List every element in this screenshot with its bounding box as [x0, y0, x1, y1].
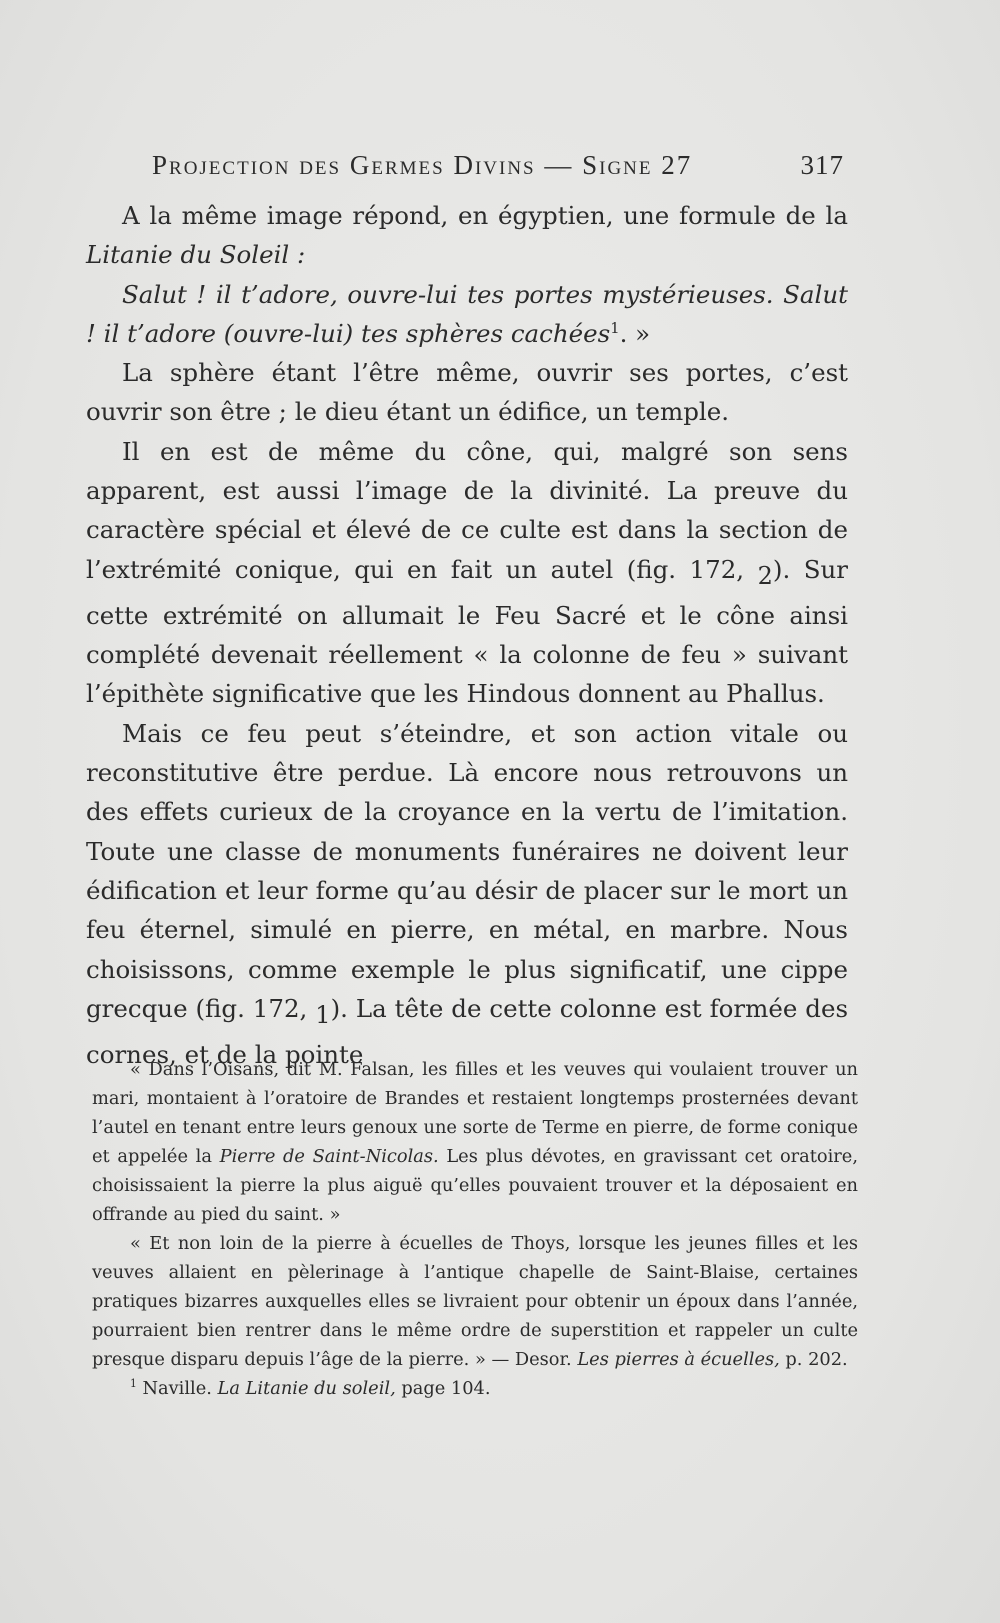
paragraph-4 — [86, 714, 848, 1075]
footnote-author: Naville. — [142, 1378, 212, 1399]
quotation-end: . » — [619, 318, 651, 348]
footnote-ref-1: 1 — [610, 319, 620, 337]
footnote-marker: 1 — [130, 1377, 137, 1391]
note-quote-2-italic: Les pierres à écuelles, — [577, 1349, 780, 1370]
footnote-page: page 104. — [401, 1378, 491, 1399]
note-quote-1-a: « Dans l’Oisans, dit M. Falsan, les filles et les veuves qui voulaient trouver un mari, montaient à l’oratoire de Brandes et restaient longtemps prosternées devant l’autel en tenant entre leurs genoux une sorte de Terme en pierre, de forme conique et appelée la — [92, 1059, 858, 1167]
footnote-1 — [92, 1374, 858, 1403]
note-quote-1-b: Les plus dévotes, en gravissant cet oratoire, choisissaient la pierre la plus aiguë qu’elles pouvaient trouver et la déposaient en offrande au pied du saint. » — [92, 1146, 858, 1225]
figure-ref-1: 1 — [315, 1000, 331, 1029]
note-quote-2-a: « Et non loin de la pierre à écuelles de Thoys, lorsque les jeunes filles et les veuves allaient en pèlerinage à l’antique chapelle de Saint-Blaise, certaines pratiques bizarres auxquelles elles se livraient pour obtenir un époux dans l’année, pourraient bien rentrer dans le même ordre de superstition et rappeler un culte presque disparu depuis l’âge de la pierre. » — Desor. — [92, 1233, 858, 1370]
note-quote-1 — [92, 1055, 858, 1229]
main-text — [86, 196, 848, 1074]
footnote-title: La Litanie du soleil, — [217, 1378, 396, 1399]
quotation — [86, 275, 848, 354]
note-quote-2 — [92, 1229, 858, 1374]
paragraph-1-text: A la même image répond, en égyptien, une formule de la — [122, 201, 848, 230]
paragraph-2: La sphère étant l’être même, ouvrir ses portes, c’est ouvrir son être ; le dieu étant un édifice, un temple. — [86, 358, 848, 427]
paragraph-1 — [86, 196, 848, 275]
paragraph-4-text-b: ). La tête de cette colonne est formée des cornes, et de la pointe — [86, 993, 849, 1070]
paragraph-3-text-b: ). Sur cette extrémité on allumait le Feu Sacré et le cône ainsi complété devenait réellement « la colonne de feu » suivant l’épithète significative que les Hindous donnent au Phallus. — [86, 554, 848, 709]
running-header — [152, 150, 844, 181]
running-title: Projection des Germes Divins — Signe 27 — [152, 150, 693, 180]
paragraph-3 — [86, 432, 848, 714]
figure-ref-2: 2 — [757, 561, 773, 590]
note-quote-1-italic: Pierre de Saint-Nicolas. — [219, 1146, 439, 1167]
paragraph-3-text-a: Il en est de même du cône, qui, malgré son sens apparent, est aussi l’image de la divinité. La preuve du caractère spécial et élevé de ce culte est dans la section de l’extrémité conique, qui en fait un autel (fig. 172, — [86, 436, 848, 584]
note-quote-2-b: p. 202. — [785, 1349, 848, 1370]
footnotes — [92, 1055, 858, 1403]
page-number: 317 — [800, 150, 844, 180]
quotation-line-1: Salut ! il t’adore, ouvre-lui tes portes mystérieuses. Salut ! — [86, 279, 848, 348]
paragraph-4-text-a: Mais ce feu peut s’éteindre, et son action vitale ou reconstitutive être perdue. Là encore nous retrouvons un des effets curieux de la croyance en la vertu de l’imitation. Toute une classe de monuments funéraires ne doivent leur édification et leur forme qu’au désir de placer sur le mort un feu éternel, simulé en pierre, en métal, en marbre. Nous choisissons, comme exemple le plus significatif, une cippe grecque (fig. 172, — [86, 718, 848, 1023]
paragraph-1-italic: Litanie du Soleil : — [86, 240, 306, 270]
quotation-line-2: il t’adore (ouvre-lui) tes sphères cachées — [103, 318, 611, 348]
